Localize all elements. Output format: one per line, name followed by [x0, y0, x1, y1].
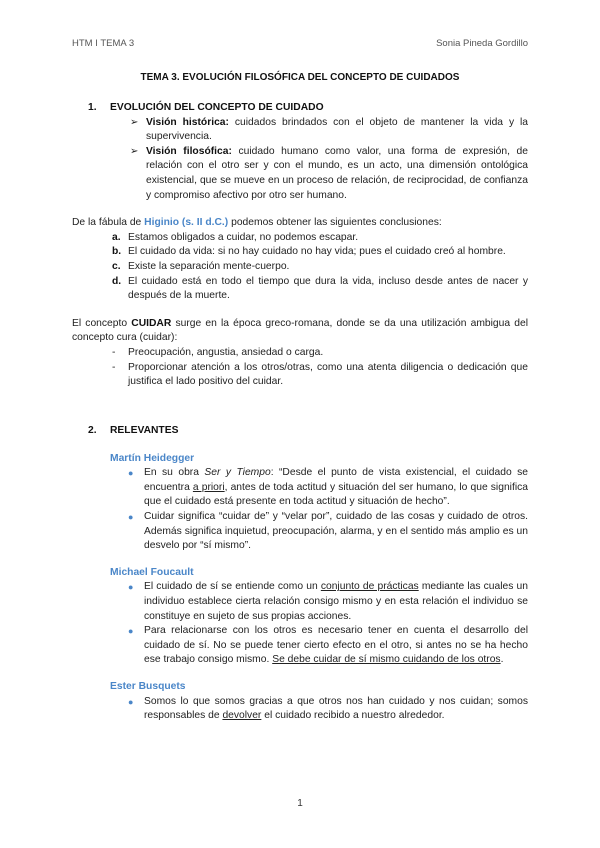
page-title: TEMA 3. EVOLUCIÓN FILOSÓFICA DEL CONCEPTO DE CUIDADOS	[140, 72, 460, 83]
section-1	[72, 101, 528, 390]
page-number: 1	[297, 798, 303, 809]
list-item: ● En su obra Ser y Tiempo: “Desde el punto de vista existencial, el cuidado se encuentra a priori, antes de toda actitud y situación del ser humano, lo que significa que el cuidado está presente en toda actitud y situación de hecho”.	[128, 467, 528, 508]
cuidar-paragraph: El concepto CUIDAR surge en la época greco-romana, donde se da una utilización ambigua del concepto cura (cuidar):	[72, 317, 528, 344]
list-item: - Proporcionar atención a los otros/otras, como una atenta diligencia o dedicación que justifica el lado positivo del cuidar.	[112, 361, 528, 388]
section-2	[72, 424, 528, 724]
section-1-heading: 1. EVOLUCIÓN DEL CONCEPTO DE CUIDADO	[88, 102, 324, 113]
vision-historica: ➢ Visión histórica: cuidados brindados con el objeto de mantener la vida y la supervivencia.	[130, 116, 529, 143]
list-item: ● Cuidar significa “cuidar de” y “velar por”, cuidado de las cosas y cuidado de otros. Además significa inquietud, preocupación, alarma, y en el sentido más amplio es un desvelo por “sí mismo”.	[128, 510, 528, 552]
foucault-heading: Michael Foucault	[110, 566, 194, 578]
bullet-icon: ●	[128, 468, 134, 479]
higinio-name: Higinio (s. II d.C.)	[144, 217, 229, 229]
vision-filosofica: ➢ Visión filosófica: cuidado humano como valor, una forma de expresión, de relación con el otro ser y con el mundo, es un acto, una dimensión ontológica existencial, que se mueve en un proceso de relación, de reciprocidad, de confianza y compromiso afectivo por otro ser humano.	[130, 145, 528, 201]
arrow-bullet-icon: ➢	[130, 116, 139, 128]
list-item: ● Para relacionarse con los otros es necesario tener en cuenta el desarrollo del cuidado de sí. No se puede tener cierto efecto en el otro, si antes no se ha hecho ese trabajo consigo mismo. Se debe cuidar de sí mismo cuidando de los otros.	[128, 625, 528, 666]
bullet-icon: ●	[128, 511, 134, 522]
bullet-icon: ●	[128, 582, 134, 593]
header-author: Sonia Pineda Gordillo	[436, 38, 528, 49]
heidegger-heading: Martín Heidegger	[110, 452, 195, 464]
list-item: a. Estamos obligados a cuidar, no podemos escapar.	[112, 231, 359, 243]
bullet-icon: ●	[128, 626, 134, 637]
bullet-icon: ●	[128, 696, 134, 707]
list-item: c. Existe la separación mente-cuerpo.	[112, 260, 290, 272]
list-item: b. El cuidado da vida: si no hay cuidado no hay vida; pues el cuidado creó al hombre.	[112, 246, 506, 258]
fabula-intro: De la fábula de Higinio (s. II d.C.) podemos obtener las siguientes conclusiones:	[72, 217, 442, 229]
busquets-heading: Ester Busquets	[110, 680, 186, 692]
arrow-bullet-icon: ➢	[130, 145, 139, 157]
list-item: - Preocupación, angustia, ansiedad o carga.	[112, 346, 324, 358]
list-item: d. El cuidado está en todo el tiempo que dura la vida, incluso desde antes de nacer y después de la muerte.	[112, 275, 528, 302]
list-item: ● El cuidado de sí se entiende como un conjunto de prácticas mediante las cuales un individuo establece cierta relación consigo mismo y en esta relación el individuo se constituye en sujeto de sus propias acciones.	[128, 581, 529, 622]
section-2-heading: 2. RELEVANTES	[88, 425, 179, 436]
list-item: ● Somos lo que somos gracias a que otros nos han cuidado y nos cuidan; somos responsables de devolver el cuidado recibido a nuestro alrededor.	[128, 695, 528, 722]
header-course: HTM I TEMA 3	[72, 38, 135, 49]
